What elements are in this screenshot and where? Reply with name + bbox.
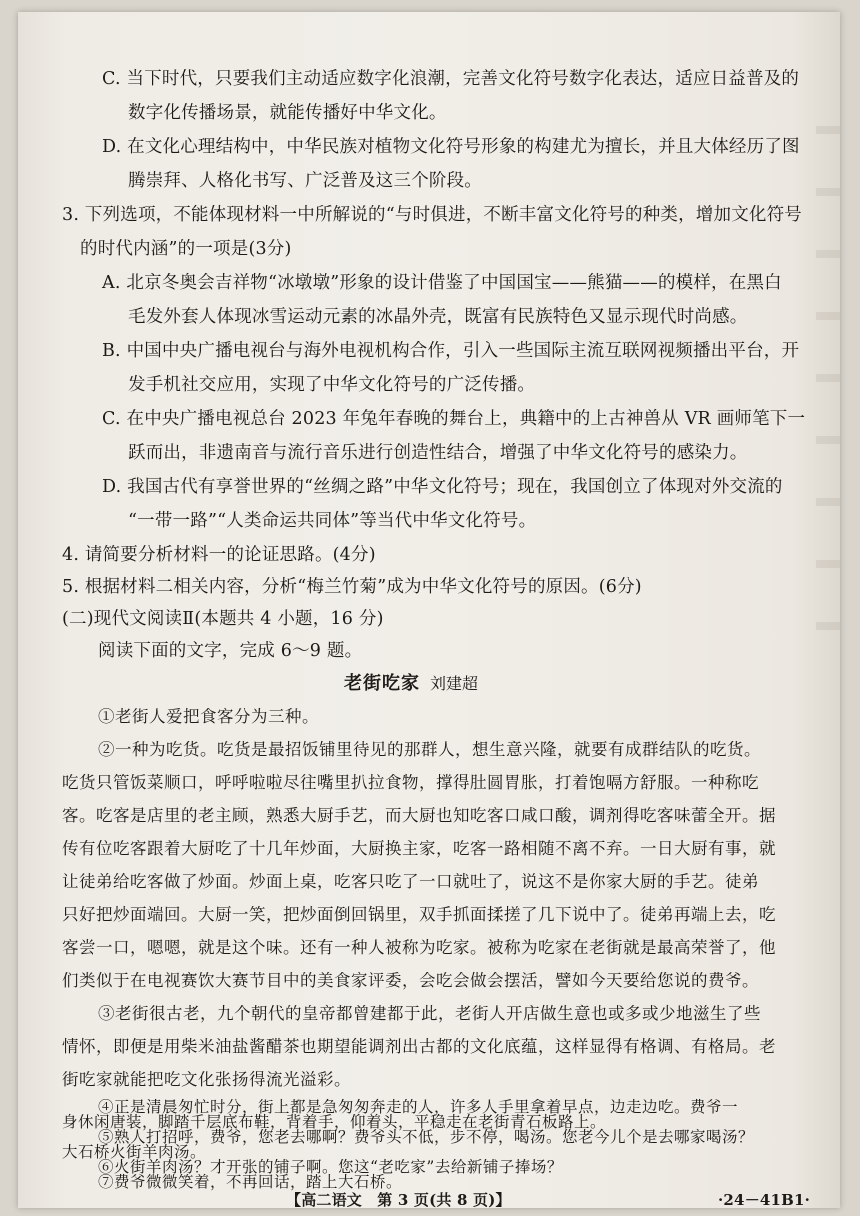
paragraph-7: ⑦费爷微微笑着，不再回话，踏上大石桥。 bbox=[98, 1173, 403, 1191]
paragraph-3-line-3: 街吃家就能把吃文化张扬得流光溢彩。 bbox=[62, 1070, 351, 1089]
story-author: 刘建超 bbox=[430, 674, 479, 693]
bleed-through-shadow bbox=[816, 72, 840, 632]
reading-instruction: 阅读下面的文字，完成 6～9 题。 bbox=[98, 641, 363, 661]
question-4: 4. 请简要分析材料一的论证思路。(4分) bbox=[62, 545, 376, 565]
exam-page bbox=[18, 12, 840, 1208]
story-title-line bbox=[344, 673, 478, 695]
paragraph-5-line-1: ⑤熟人打招呼，费爷，您老去哪啊？费爷头不低，步不停，喝汤。您老今儿个是去哪家喝汤？ bbox=[98, 1128, 755, 1146]
option-2c-line-2: 数字化传播场景，就能传播好中华文化。 bbox=[128, 103, 447, 123]
option-3a-line-1: A. 北京冬奥会吉祥物“冰墩墩”形象的设计借鉴了中国国宝——熊猫——的模样，在黑白 bbox=[102, 273, 782, 293]
option-3d-line-2: “一带一路”“人类命运共同体”等当代中华文化符号。 bbox=[128, 511, 537, 531]
paragraph-2-line-8: 们类似于在电视赛饮大赛节目中的美食家评委，会吃会做会摆活，譬如今天要给您说的费爷。 bbox=[62, 971, 759, 990]
option-3c-line-1: C. 在中央广播电视总台 2023 年兔年春晚的舞台上，典籍中的上古神兽从 VR 画师笔下一 bbox=[102, 409, 806, 429]
page-footer: 【高二语文 第 3 页(共 8 页)】 bbox=[286, 1191, 511, 1209]
paragraph-2-line-2: 吃货只管饭菜顺口，呼呼啦啦尽往嘴里扒拉食物，撑得肚圆胃胀，打着饱嗝方舒服。一种称吃 bbox=[62, 773, 759, 792]
question-5: 5. 根据材料二相关内容，分析“梅兰竹菊”成为中华文化符号的原因。(6分) bbox=[62, 577, 642, 597]
paper-code: ·24－41B1· bbox=[718, 1191, 811, 1209]
paragraph-2-line-1: ②一种为吃货。吃货是最招饭铺里待见的那群人，想生意兴隆，就要有成群结队的吃货。 bbox=[98, 740, 761, 759]
section-2-heading: (二)现代文阅读Ⅱ(本题共 4 小题，16 分) bbox=[62, 609, 384, 629]
paragraph-2-line-5: 让徒弟给吃客做了炒面。炒面上桌，吃客只吃了一口就吐了，说这不是你家大厨的手艺。徒弟 bbox=[62, 872, 759, 891]
story-title: 老街吃家 bbox=[344, 673, 420, 694]
option-3a-line-2: 毛发外套人体现冰雪运动元素的冰晶外壳，既富有民族特色又显示现代时尚感。 bbox=[128, 307, 748, 327]
option-3b-line-1: B. 中国中央广播电视台与海外电视机构合作，引入一些国际主流互联网视频播出平台，开 bbox=[102, 341, 800, 361]
paragraph-4-line-2: 身休闲唐装，脚踏千层底布鞋，背着手，仰着头，平稳走在老街青石板路上。 bbox=[62, 1113, 607, 1131]
paragraph-1: ①老街人爱把食客分为三种。 bbox=[98, 707, 319, 726]
option-3c-line-2: 跃而出，非遗南音与流行音乐进行创造性结合，增强了中华文化符号的感染力。 bbox=[128, 443, 748, 463]
paragraph-6: ⑥火街羊肉汤？才开张的铺子啊。您这“老吃家”去给新铺子捧场？ bbox=[98, 1158, 563, 1176]
option-2d-line-1: D. 在文化心理结构中，中华民族对植物文化符号形象的构建尤为擅长，并且大体经历了图 bbox=[102, 137, 800, 157]
paragraph-5-line-2: 大石桥火街羊肉汤。 bbox=[62, 1143, 207, 1161]
paragraph-4-line-1: ④正是清晨匆忙时分，街上都是急匆匆奔走的人，许多人手里拿着早点，边走边吃。费爷一 bbox=[98, 1098, 739, 1116]
paragraph-2-line-3: 客。吃客是店里的老主顾，熟悉大厨手艺，而大厨也知吃客口咸口酸，调剂得吃客味蕾全开。据 bbox=[62, 806, 776, 825]
paragraph-3-line-1: ③老街很古老，九个朝代的皇帝都曾建都于此，老街人开店做生意也或多或少地滋生了些 bbox=[98, 1004, 761, 1023]
paragraph-3-line-2: 情怀，即便是用柴米油盐酱醋茶也期望能调剂出古都的文化底蕴，这样显得有格调、有格局。老 bbox=[62, 1037, 776, 1056]
option-2d-line-2: 腾崇拜、人格化书写、广泛普及这三个阶段。 bbox=[128, 171, 482, 191]
option-3d-line-1: D. 我国古代有享誉世界的“丝绸之路”中华文化符号；现在，我国创立了体现对外交流的 bbox=[102, 477, 783, 497]
question-3-line-2: 的时代内涵”的一项是(3分) bbox=[80, 239, 292, 259]
question-3-line-1: 3. 下列选项，不能体现材料一中所解说的“与时俱进，不断丰富文化符号的种类，增加文化符号 bbox=[62, 205, 803, 225]
paragraph-2-line-4: 传有位吃客跟着大厨吃了十几年炒面，大厨换主家，吃客一路相随不离不弃。一日大厨有事，就 bbox=[62, 839, 776, 858]
paragraph-2-line-6: 只好把炒面端回。大厨一笑，把炒面倒回锅里，双手抓面揉搓了几下说中了。徒弟再端上去，吃 bbox=[62, 905, 776, 924]
paragraph-2-line-7: 客尝一口，嗯嗯，就是这个味。还有一种人被称为吃家。被称为吃家在老街就是最高荣誉了，他 bbox=[62, 938, 776, 957]
option-2c-line-1: C. 当下时代，只要我们主动适应数字化浪潮，完善文化符号数字化表达，适应日益普及的 bbox=[102, 69, 800, 89]
option-3b-line-2: 发手机社交应用，实现了中华文化符号的广泛传播。 bbox=[128, 375, 536, 395]
